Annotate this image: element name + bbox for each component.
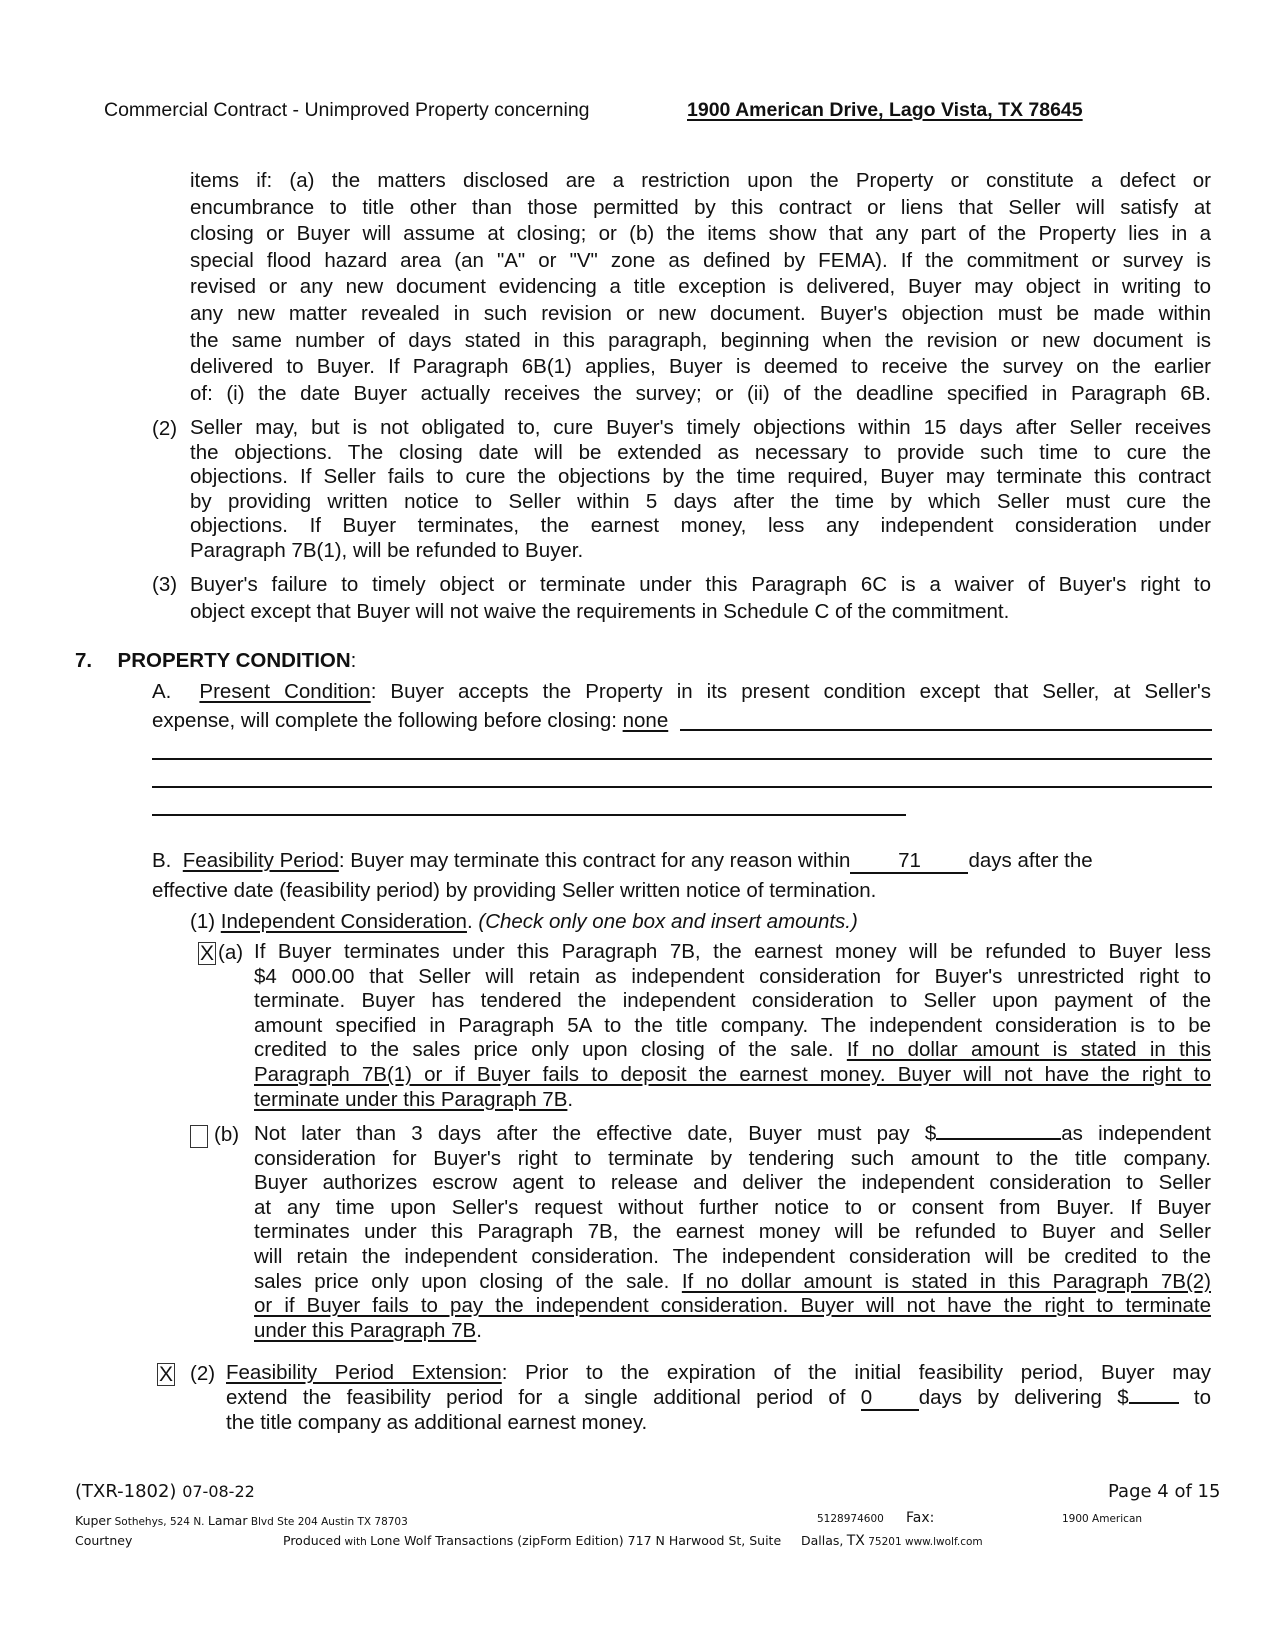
broker-info bbox=[75, 1513, 408, 1528]
text-span: with bbox=[344, 1536, 367, 1548]
text-line bbox=[226, 1386, 1211, 1411]
fax-label: Fax: bbox=[906, 1510, 935, 1526]
text-line: terminates under this Paragraph 7B, the earnest money will be refunded to Buyer and Seller bbox=[254, 1220, 1211, 1244]
text-line: Buyer's failure to timely object or terminate under this Paragraph 6C is a waiver of Buyer's right to bbox=[190, 573, 1211, 596]
text-line: Buyer authorizes escrow agent to release and deliver the independent consideration to Seller bbox=[254, 1171, 1211, 1195]
text-line: closing or Buyer will assume at closing; or (b) the items show that any part of the Property lies in a bbox=[190, 222, 1211, 246]
text-line: Seller may, but is not obligated to, cure Buyer's timely objections within 15 days after Seller receives bbox=[190, 416, 1211, 439]
item-number: (1) bbox=[190, 910, 216, 933]
underlined-text: If no dollar amount is stated in this Paragraph 7B(2) bbox=[681, 1269, 1211, 1293]
text-line: revised or any new document evidencing a title exception is delivered, Buyer may object in writing to bbox=[190, 275, 1211, 299]
broker-phone: 5128974600 bbox=[817, 1513, 884, 1525]
property-address: 1900 American Drive, Lago Vista, TX 78645 bbox=[687, 99, 1083, 121]
text-span: days after the bbox=[968, 849, 1093, 872]
text-line: Paragraph 7B(1), will be refunded to Buyer. bbox=[190, 538, 584, 562]
repairs-line-1 bbox=[680, 729, 1212, 731]
independent-consideration-amount[interactable]: $4 000.00 bbox=[254, 964, 355, 988]
text-line bbox=[152, 846, 1211, 876]
text-span: . bbox=[567, 1087, 574, 1111]
option-a-text bbox=[254, 940, 1211, 1112]
section-title-colon: : bbox=[350, 649, 357, 672]
text-line: If Buyer terminates under this Paragraph 7B, the earnest money will be refunded to Buyer less bbox=[254, 940, 1211, 963]
text-line: special flood hazard area (an "A" or "V" zone as defined by FEMA). If the commitment or survey is bbox=[190, 248, 1211, 272]
text-line bbox=[254, 1038, 1211, 1063]
text-span: Not later than 3 days after the effective date, Buyer must pay $ bbox=[254, 1122, 937, 1145]
text-line: at any time upon Seller's request without further notice to or consent from Buyer. If Buyer bbox=[254, 1195, 1211, 1219]
text-line: the title company as additional earnest money. bbox=[226, 1410, 648, 1434]
repairs-line-4 bbox=[152, 814, 906, 816]
paragraph-7b1-heading: (1) Independent Consideration. (Check only one box and insert amounts.) bbox=[190, 910, 858, 933]
repairs-line-2 bbox=[152, 758, 1212, 760]
checkbox-option-b[interactable] bbox=[190, 1125, 208, 1148]
item-heading: Independent Consideration bbox=[220, 910, 467, 933]
subsection-letter: B. bbox=[152, 849, 172, 872]
paragraph-7a bbox=[152, 677, 1211, 735]
item-6c-2-text bbox=[190, 416, 1211, 564]
text-line: of: (i) the date Buyer actually receives the survey; or (ii) of the deadline specified in Paragraph 6B. bbox=[190, 381, 1211, 405]
page-header bbox=[104, 99, 1124, 125]
text-span: Lone Wolf Transactions (zipForm Edition) 717 N Harwood St, Suite bbox=[370, 1533, 782, 1548]
text-span: that Seller will retain as independent consideration for Buyer's unrestricted right to bbox=[369, 964, 1211, 988]
underlined-text: Paragraph 7B(1) or if Buyer fails to deposit the earnest money. Buyer will not have the right to bbox=[254, 1062, 1211, 1086]
text-line bbox=[254, 1270, 1211, 1295]
item-7b2-text bbox=[226, 1361, 1211, 1435]
paragraph-6c-continuation bbox=[190, 168, 1211, 407]
repairs-field[interactable]: none bbox=[622, 709, 669, 732]
item-7b2-number: (2) bbox=[190, 1362, 216, 1385]
text-span: Sothehys, 524 N. bbox=[114, 1516, 205, 1528]
text-span: as independent bbox=[1061, 1122, 1211, 1145]
item-heading: Feasibility Period Extension bbox=[226, 1361, 502, 1384]
form-code bbox=[75, 1481, 255, 1502]
form-number: (TXR-1802) bbox=[75, 1481, 177, 1502]
subsection-heading: Feasibility Period bbox=[182, 849, 339, 872]
text-line: terminate. Buyer has tendered the independent consideration to Seller upon payment of the bbox=[254, 989, 1211, 1013]
text-line: items if: (a) the matters disclosed are a restriction upon the Property or constitute a defect or bbox=[190, 169, 1211, 192]
document-title: Commercial Contract - Unimproved Property concerning bbox=[104, 99, 590, 121]
text-line bbox=[254, 965, 1211, 990]
instruction-text: (Check only one box and insert amounts.) bbox=[478, 910, 858, 933]
item-6c-2-number: (2) bbox=[152, 417, 178, 440]
text-span: credited to the sales price only upon closing of the sale. bbox=[254, 1038, 847, 1062]
text-span: : Prior to the expiration of the initial feasibility period, Buyer may bbox=[501, 1361, 1211, 1384]
lone-wolf-city bbox=[801, 1533, 983, 1549]
text-span: . bbox=[476, 1318, 482, 1342]
text-line: objections. If Seller fails to cure the objections by the time required, Buyer may terminate this contract bbox=[190, 465, 1211, 489]
text-span: expense, will complete the following before closing: bbox=[152, 709, 623, 732]
text-span: TX bbox=[846, 1533, 865, 1549]
checkbox-feasibility-extension[interactable]: X bbox=[158, 1363, 173, 1386]
text-line: the same number of days stated in this paragraph, beginning when the revision or new document is bbox=[190, 328, 1211, 352]
text-span: : Buyer may terminate this contract for any reason within bbox=[338, 849, 851, 872]
text-line: consideration for Buyer's right to terminate by tendering such amount to the title company. bbox=[254, 1146, 1211, 1170]
subsection-letter: A. bbox=[152, 680, 172, 703]
paragraph-7b bbox=[152, 846, 1211, 906]
underlined-text: If no dollar amount is stated in this bbox=[846, 1038, 1212, 1062]
extension-days-field[interactable]: 0 bbox=[861, 1387, 919, 1411]
form-date: 07-08-22 bbox=[182, 1482, 255, 1501]
agent-name: Courtney bbox=[75, 1533, 133, 1548]
page-number: Page 4 of 15 bbox=[1108, 1481, 1221, 1502]
underlined-text: or if Buyer fails to pay the independent consideration. Buyer will not have the right to terminate bbox=[254, 1294, 1211, 1318]
text-span: to bbox=[1178, 1385, 1212, 1409]
text-line: any new matter revealed in such revision or new document. Buyer's objection must be made within bbox=[190, 301, 1211, 325]
item-6c-3-text bbox=[190, 572, 1211, 625]
underlined-text: terminate under this Paragraph 7B bbox=[254, 1087, 568, 1111]
option-b-text bbox=[254, 1122, 1211, 1343]
text-line: the objections. The closing date will be extended as necessary to provide such time to cure the bbox=[190, 440, 1211, 464]
repairs-line-3 bbox=[152, 786, 1212, 788]
text-span: days by delivering $ bbox=[918, 1385, 1129, 1409]
text-span: Kuper bbox=[75, 1513, 112, 1528]
website-link[interactable]: www.lwolf.com bbox=[904, 1536, 983, 1548]
text-span: sales price only upon closing of the sale. bbox=[254, 1269, 682, 1293]
text-span: extend the feasibility period for a single additional period of bbox=[226, 1385, 861, 1409]
feasibility-days-field[interactable]: 71 bbox=[850, 850, 968, 874]
checkbox-option-a[interactable]: X bbox=[199, 942, 214, 965]
text-line: amount specified in Paragraph 5A to the title company. The independent consideration is to be bbox=[254, 1013, 1211, 1037]
option-a-letter: (a) bbox=[218, 941, 244, 964]
text-line bbox=[152, 677, 1211, 706]
text-span: Lamar bbox=[207, 1513, 248, 1528]
text-line: will retain the independent consideration. The independent consideration will be credited to the bbox=[254, 1244, 1211, 1268]
text-span: Produced bbox=[283, 1533, 342, 1548]
underlined-text: under this Paragraph 7B bbox=[254, 1318, 477, 1342]
text-span: Blvd Ste 204 Austin TX 78703 bbox=[250, 1516, 408, 1528]
text-line: encumbrance to title other than those permitted by this contract or liens that Seller will satisfy at bbox=[190, 195, 1211, 219]
text-line: effective date (feasibility period) by providing Seller written notice of termination. bbox=[152, 879, 877, 902]
text-line bbox=[254, 1088, 1211, 1113]
text-span: Dallas, bbox=[801, 1533, 844, 1548]
text-line bbox=[254, 1122, 1211, 1147]
text-line: delivered to Buyer. If Paragraph 6B(1) applies, Buyer is deemed to receive the survey on the earlier bbox=[190, 355, 1211, 379]
file-name: 1900 American bbox=[1062, 1513, 1143, 1525]
text-line: objections. If Buyer terminates, the earnest money, less any independent consideration under bbox=[190, 514, 1211, 538]
section-number: 7. bbox=[75, 649, 93, 672]
option-b-letter: (b) bbox=[214, 1123, 240, 1146]
section-7-heading bbox=[75, 648, 356, 675]
section-title: PROPERTY CONDITION bbox=[117, 649, 351, 672]
text-line: object except that Buyer will not waive the requirements in Schedule C of the commitment. bbox=[190, 599, 1010, 623]
text-line bbox=[254, 1319, 1211, 1344]
text-line bbox=[226, 1361, 1211, 1386]
subsection-heading: Present Condition bbox=[199, 680, 371, 703]
text-span: 75201 bbox=[868, 1536, 902, 1548]
text-line: by providing written notice to Seller within 5 days after the time by which Seller must cure the bbox=[190, 489, 1211, 513]
text-span: : Buyer accepts the Property in its present condition except that Seller, at Seller's bbox=[370, 680, 1211, 703]
extension-amount-field[interactable] bbox=[1129, 1402, 1179, 1404]
option-b-amount-field[interactable] bbox=[936, 1138, 1061, 1140]
item-6c-3-number: (3) bbox=[152, 573, 178, 596]
produced-with bbox=[283, 1533, 781, 1548]
